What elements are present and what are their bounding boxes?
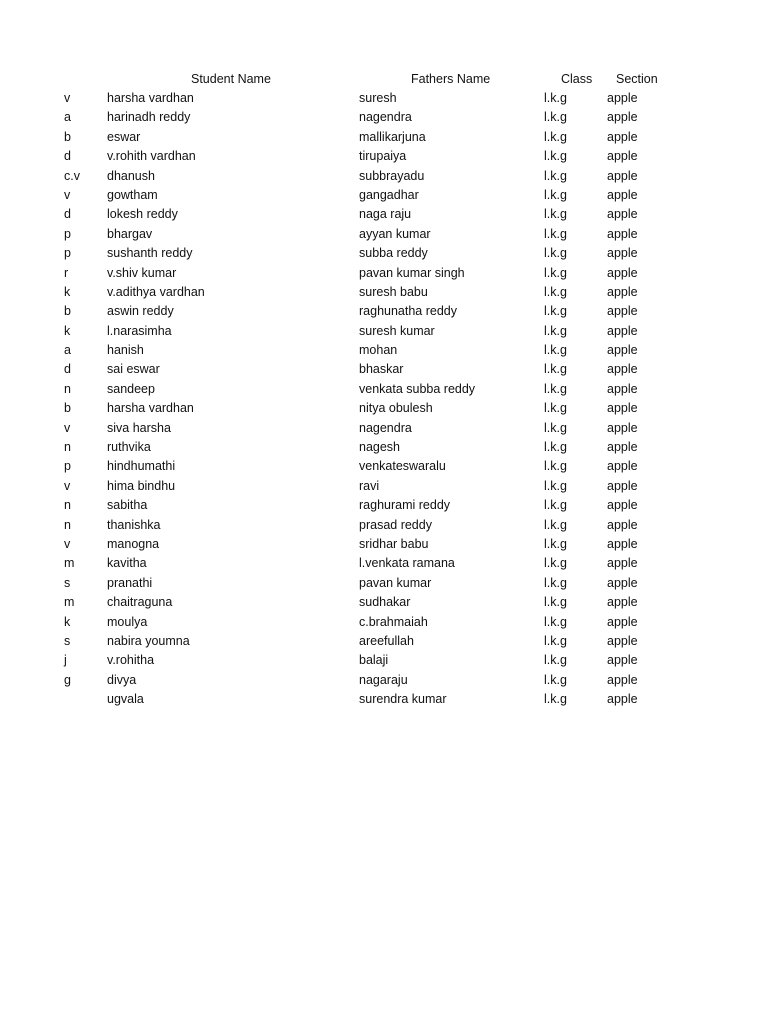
cell-initial: g bbox=[64, 672, 71, 687]
cell-initial: b bbox=[64, 304, 71, 319]
cell-initial: a bbox=[64, 343, 71, 358]
cell-fathers-name: subbrayadu bbox=[359, 168, 425, 183]
cell-fathers-name: prasad reddy bbox=[359, 517, 432, 532]
cell-student-name: ugvala bbox=[107, 692, 144, 707]
cell-initial: m bbox=[64, 595, 75, 610]
table-body bbox=[0, 89, 768, 710]
cell-fathers-name: venkateswaralu bbox=[359, 459, 446, 474]
cell-student-name: harsha vardhan bbox=[107, 91, 194, 105]
cell-section: apple bbox=[607, 614, 638, 629]
cell-section: apple bbox=[607, 110, 638, 125]
cell-fathers-name: pavan kumar bbox=[359, 575, 432, 590]
cell-class: l.k.g bbox=[544, 478, 567, 493]
table-row bbox=[0, 399, 768, 418]
cell-student-name: aswin reddy bbox=[107, 304, 174, 319]
table-row bbox=[0, 457, 768, 476]
table-row bbox=[0, 147, 768, 166]
table-row bbox=[0, 419, 768, 438]
cell-fathers-name: naga raju bbox=[359, 207, 412, 222]
cell-initial: v bbox=[64, 536, 71, 551]
cell-fathers-name: venkata subba reddy bbox=[359, 381, 476, 396]
cell-class: l.k.g bbox=[544, 498, 567, 513]
table-row bbox=[0, 186, 768, 205]
cell-fathers-name: ayyan kumar bbox=[359, 226, 431, 241]
cell-class: l.k.g bbox=[544, 207, 567, 222]
cell-student-name: sandeep bbox=[107, 381, 155, 396]
table-row bbox=[0, 264, 768, 283]
cell-student-name: siva harsha bbox=[107, 420, 171, 435]
cell-class: l.k.g bbox=[544, 323, 567, 338]
table-row bbox=[0, 438, 768, 457]
cell-fathers-name: nitya obulesh bbox=[359, 401, 433, 416]
cell-section: apple bbox=[607, 168, 638, 183]
header-student-name: Student Name bbox=[191, 72, 271, 86]
cell-student-name: hanish bbox=[107, 343, 144, 358]
cell-class: l.k.g bbox=[544, 614, 567, 629]
cell-class: l.k.g bbox=[544, 304, 567, 319]
cell-initial: s bbox=[64, 633, 71, 648]
cell-fathers-name: bhaskar bbox=[359, 362, 404, 377]
cell-student-name: hima bindhu bbox=[107, 478, 176, 493]
cell-section: apple bbox=[607, 149, 638, 164]
cell-class: l.k.g bbox=[544, 420, 567, 435]
header-fathers-name: Fathers Name bbox=[411, 72, 491, 86]
cell-fathers-name: sridhar babu bbox=[359, 536, 429, 551]
cell-student-name: bhargav bbox=[107, 226, 153, 241]
cell-class: l.k.g bbox=[544, 226, 567, 241]
cell-section: apple bbox=[607, 246, 638, 261]
table-row bbox=[0, 574, 768, 593]
cell-section: apple bbox=[607, 304, 638, 319]
cell-fathers-name: sudhakar bbox=[359, 595, 411, 610]
cell-class: l.k.g bbox=[544, 459, 567, 474]
cell-fathers-name: suresh bbox=[359, 91, 397, 105]
table-row bbox=[0, 613, 768, 632]
table-row bbox=[0, 108, 768, 127]
cell-class: l.k.g bbox=[544, 91, 567, 105]
cell-student-name: eswar bbox=[107, 129, 141, 144]
cell-section: apple bbox=[607, 420, 638, 435]
cell-section: apple bbox=[607, 517, 638, 532]
table-row bbox=[0, 671, 768, 690]
cell-class: l.k.g bbox=[544, 284, 567, 299]
cell-fathers-name: ravi bbox=[359, 478, 380, 493]
cell-fathers-name: subba reddy bbox=[359, 246, 428, 261]
table-row bbox=[0, 225, 768, 244]
cell-fathers-name: suresh kumar bbox=[359, 323, 435, 338]
cell-initial: n bbox=[64, 440, 71, 455]
cell-class: l.k.g bbox=[544, 653, 567, 668]
cell-student-name: harsha vardhan bbox=[107, 401, 194, 416]
cell-fathers-name: nagendra bbox=[359, 110, 412, 125]
cell-student-name: v.adithya vardhan bbox=[107, 284, 205, 299]
cell-fathers-name: nagesh bbox=[359, 440, 401, 455]
cell-initial: n bbox=[64, 381, 71, 396]
cell-initial: b bbox=[64, 129, 71, 144]
cell-initial: a bbox=[64, 110, 71, 125]
cell-initial: r bbox=[64, 265, 69, 280]
cell-section: apple bbox=[607, 129, 638, 144]
cell-section: apple bbox=[607, 265, 638, 280]
cell-section: apple bbox=[607, 653, 638, 668]
cell-section: apple bbox=[607, 401, 638, 416]
cell-student-name: harinadh reddy bbox=[107, 110, 191, 125]
cell-student-name: l.narasimha bbox=[107, 323, 172, 338]
cell-initial: d bbox=[64, 207, 71, 222]
cell-student-name: sai eswar bbox=[107, 362, 160, 377]
table-row bbox=[0, 244, 768, 263]
cell-section: apple bbox=[607, 633, 638, 648]
cell-fathers-name: pavan kumar singh bbox=[359, 265, 465, 280]
cell-initial: d bbox=[64, 362, 71, 377]
cell-fathers-name: balaji bbox=[359, 653, 389, 668]
cell-section: apple bbox=[607, 672, 638, 687]
cell-class: l.k.g bbox=[544, 672, 567, 687]
cell-initial: p bbox=[64, 246, 71, 261]
table-row bbox=[0, 167, 768, 186]
cell-initial: p bbox=[64, 459, 71, 474]
cell-student-name: manogna bbox=[107, 536, 160, 551]
cell-student-name: moulya bbox=[107, 614, 148, 629]
cell-class: l.k.g bbox=[544, 595, 567, 610]
cell-initial: b bbox=[64, 401, 71, 416]
cell-class: l.k.g bbox=[544, 517, 567, 532]
cell-student-name: pranathi bbox=[107, 575, 153, 590]
cell-section: apple bbox=[607, 595, 638, 610]
table-row bbox=[0, 89, 768, 108]
table-row bbox=[0, 554, 768, 573]
cell-class: l.k.g bbox=[544, 149, 567, 164]
cell-class: l.k.g bbox=[544, 692, 567, 707]
cell-initial: c.v bbox=[64, 168, 80, 183]
cell-section: apple bbox=[607, 226, 638, 241]
cell-student-name: sabitha bbox=[107, 498, 148, 513]
cell-section: apple bbox=[607, 692, 638, 707]
table-row bbox=[0, 302, 768, 321]
cell-fathers-name: nagendra bbox=[359, 420, 412, 435]
table-header bbox=[0, 70, 768, 88]
cell-initial: s bbox=[64, 575, 71, 590]
cell-class: l.k.g bbox=[544, 362, 567, 377]
cell-fathers-name: c.brahmaiah bbox=[359, 614, 428, 629]
cell-section: apple bbox=[607, 187, 638, 202]
cell-fathers-name: areefullah bbox=[359, 633, 414, 648]
cell-fathers-name: nagaraju bbox=[359, 672, 408, 687]
cell-class: l.k.g bbox=[544, 246, 567, 261]
cell-section: apple bbox=[607, 381, 638, 396]
cell-fathers-name: l.venkata ramana bbox=[359, 556, 455, 571]
cell-section: apple bbox=[607, 459, 638, 474]
cell-section: apple bbox=[607, 536, 638, 551]
cell-student-name: gowtham bbox=[107, 187, 158, 202]
cell-section: apple bbox=[607, 91, 638, 105]
table-row bbox=[0, 535, 768, 554]
cell-student-name: thanishka bbox=[107, 517, 161, 532]
cell-class: l.k.g bbox=[544, 401, 567, 416]
cell-class: l.k.g bbox=[544, 440, 567, 455]
cell-initial: k bbox=[64, 284, 71, 299]
cell-class: l.k.g bbox=[544, 381, 567, 396]
table-row bbox=[0, 322, 768, 341]
cell-section: apple bbox=[607, 556, 638, 571]
cell-class: l.k.g bbox=[544, 110, 567, 125]
table-row bbox=[0, 651, 768, 670]
table-row bbox=[0, 380, 768, 399]
table-row bbox=[0, 283, 768, 302]
cell-section: apple bbox=[607, 207, 638, 222]
cell-student-name: lokesh reddy bbox=[107, 207, 178, 222]
table-row bbox=[0, 128, 768, 147]
cell-initial: v bbox=[64, 478, 71, 493]
cell-initial: k bbox=[64, 614, 71, 629]
cell-student-name: v.rohith vardhan bbox=[107, 149, 196, 164]
cell-section: apple bbox=[607, 284, 638, 299]
header-class: Class bbox=[561, 72, 593, 86]
cell-fathers-name: mohan bbox=[359, 343, 398, 358]
cell-section: apple bbox=[607, 575, 638, 590]
cell-initial: d bbox=[64, 149, 71, 164]
cell-fathers-name: suresh babu bbox=[359, 284, 428, 299]
cell-student-name: ruthvika bbox=[107, 440, 151, 455]
cell-class: l.k.g bbox=[544, 343, 567, 358]
cell-student-name: hindhumathi bbox=[107, 459, 176, 474]
table-row bbox=[0, 341, 768, 360]
cell-section: apple bbox=[607, 343, 638, 358]
cell-section: apple bbox=[607, 498, 638, 513]
cell-fathers-name: mallikarjuna bbox=[359, 129, 426, 144]
cell-section: apple bbox=[607, 362, 638, 377]
table-row bbox=[0, 477, 768, 496]
cell-fathers-name: raghurami reddy bbox=[359, 498, 451, 513]
table-row bbox=[0, 496, 768, 515]
cell-initial: v bbox=[64, 420, 71, 435]
cell-initial: j bbox=[64, 653, 67, 668]
cell-class: l.k.g bbox=[544, 187, 567, 202]
cell-student-name: divya bbox=[107, 672, 137, 687]
cell-fathers-name: surendra kumar bbox=[359, 692, 447, 707]
cell-initial: n bbox=[64, 498, 71, 513]
cell-initial: n bbox=[64, 517, 71, 532]
cell-fathers-name: tirupaiya bbox=[359, 149, 407, 164]
cell-initial: k bbox=[64, 323, 71, 338]
cell-section: apple bbox=[607, 323, 638, 338]
cell-class: l.k.g bbox=[544, 536, 567, 551]
cell-class: l.k.g bbox=[544, 129, 567, 144]
cell-class: l.k.g bbox=[544, 556, 567, 571]
table-row bbox=[0, 205, 768, 224]
cell-student-name: chaitraguna bbox=[107, 595, 173, 610]
cell-class: l.k.g bbox=[544, 265, 567, 280]
cell-fathers-name: raghunatha reddy bbox=[359, 304, 457, 319]
cell-class: l.k.g bbox=[544, 168, 567, 183]
table-row bbox=[0, 690, 768, 709]
cell-initial: v bbox=[64, 91, 71, 105]
cell-initial: m bbox=[64, 556, 75, 571]
cell-student-name: kavitha bbox=[107, 556, 147, 571]
cell-class: l.k.g bbox=[544, 575, 567, 590]
cell-student-name: v.shiv kumar bbox=[107, 265, 177, 280]
cell-initial: v bbox=[64, 187, 71, 202]
cell-section: apple bbox=[607, 440, 638, 455]
cell-fathers-name: gangadhar bbox=[359, 187, 419, 202]
cell-student-name: sushanth reddy bbox=[107, 246, 193, 261]
table-row bbox=[0, 632, 768, 651]
table-row bbox=[0, 516, 768, 535]
header-section: Section bbox=[616, 72, 658, 86]
cell-student-name: v.rohitha bbox=[107, 653, 155, 668]
cell-section: apple bbox=[607, 478, 638, 493]
cell-student-name: nabira youmna bbox=[107, 633, 190, 648]
cell-student-name: dhanush bbox=[107, 168, 155, 183]
cell-class: l.k.g bbox=[544, 633, 567, 648]
table-row bbox=[0, 593, 768, 612]
table-row bbox=[0, 360, 768, 379]
cell-initial: p bbox=[64, 226, 71, 241]
